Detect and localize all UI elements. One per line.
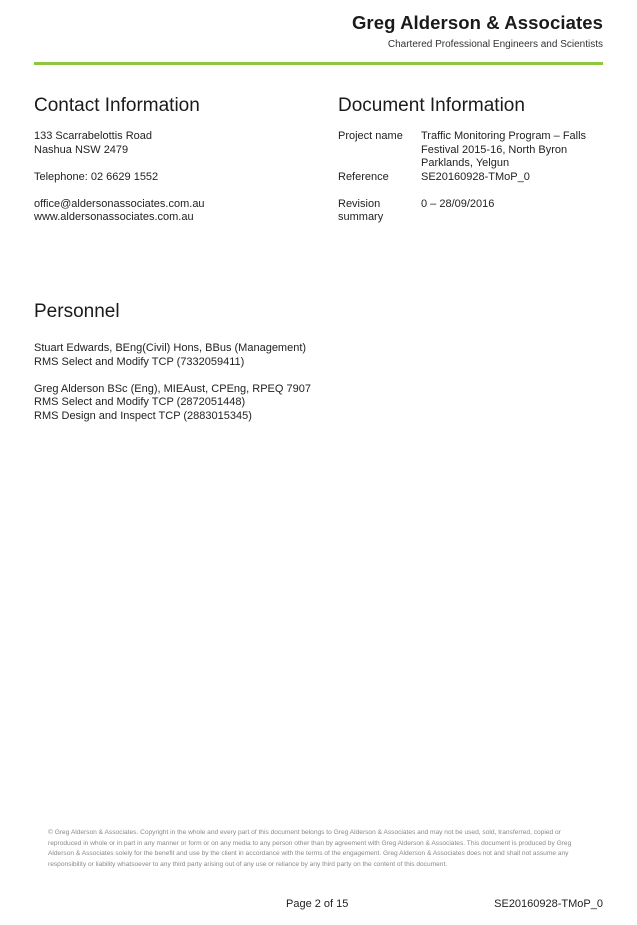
website-link[interactable]: www.aldersonassociates.com.au xyxy=(34,211,194,223)
person-2-name: Greg Alderson BSc (Eng), MIEAust, CPEng, RPEQ 7907 xyxy=(34,382,311,395)
company-tagline: Chartered Professional Engineers and Scientists xyxy=(387,39,603,50)
document-info-table xyxy=(338,130,591,225)
doc-value: SE20160928-TMoP_0 xyxy=(421,170,530,183)
address-line-1: 133 Scarrabelottis Road xyxy=(34,130,153,142)
doc-row-revision xyxy=(338,198,591,225)
address-line-2: Nashua NSW 2479 xyxy=(34,143,129,156)
person-1-certification: RMS Select and Modify TCP (7332059411) xyxy=(34,355,245,368)
doc-row-project xyxy=(338,130,591,171)
personnel-list xyxy=(34,342,311,423)
contact-section-title: Contact Information xyxy=(34,95,200,116)
contact-details xyxy=(34,130,205,225)
doc-label: Project name xyxy=(338,130,403,142)
doc-value: 0 – 28/09/2016 xyxy=(421,197,495,210)
person-2-certification: RMS Design and Inspect TCP (2883015345) xyxy=(34,409,252,422)
personnel-section-title: Personnel xyxy=(34,301,120,322)
doc-label: Revision summary xyxy=(338,197,384,223)
company-name: Greg Alderson & Associates xyxy=(351,12,603,33)
page-number: Page 2 of 15 xyxy=(286,898,349,910)
copyright-disclaimer: © Greg Alderson & Associates. Copyright in the whole and every part of this document belongs to Greg Alderson & Associates and may not be used, sold, transferred, copied or reproduced in whole or in part in any manner or form or on any media to any person other than by agreement with Greg Alderson & Associates. This document is produced by Greg Alderson & Associates solely for the benefit and use by the client in accordance with the terms of the engagement. Greg Alderson & Associates does not and shall not assume any responsibility or liability whatsoever to any third party arising out of any use or reliance by any third party on the content of this document. xyxy=(48,829,572,868)
document-reference: SE20160928-TMoP_0 xyxy=(494,898,603,910)
header-divider xyxy=(34,62,603,65)
doc-value: Traffic Monitoring Program – Falls Festival 2015-16, North Byron Parklands, Yelgun xyxy=(421,130,587,169)
person-2-certification: RMS Select and Modify TCP (2872051448) xyxy=(34,396,246,408)
document-section-title: Document Information xyxy=(338,95,525,116)
email-link[interactable]: office@aldersonassociates.com.au xyxy=(34,197,205,210)
doc-row-reference xyxy=(338,171,591,185)
person-1-name: Stuart Edwards, BEng(Civil) Hons, BBus (Management) xyxy=(34,342,307,354)
letterhead xyxy=(352,12,603,50)
telephone: Telephone: 02 6629 1552 xyxy=(34,170,159,183)
doc-label: Reference xyxy=(338,170,389,183)
